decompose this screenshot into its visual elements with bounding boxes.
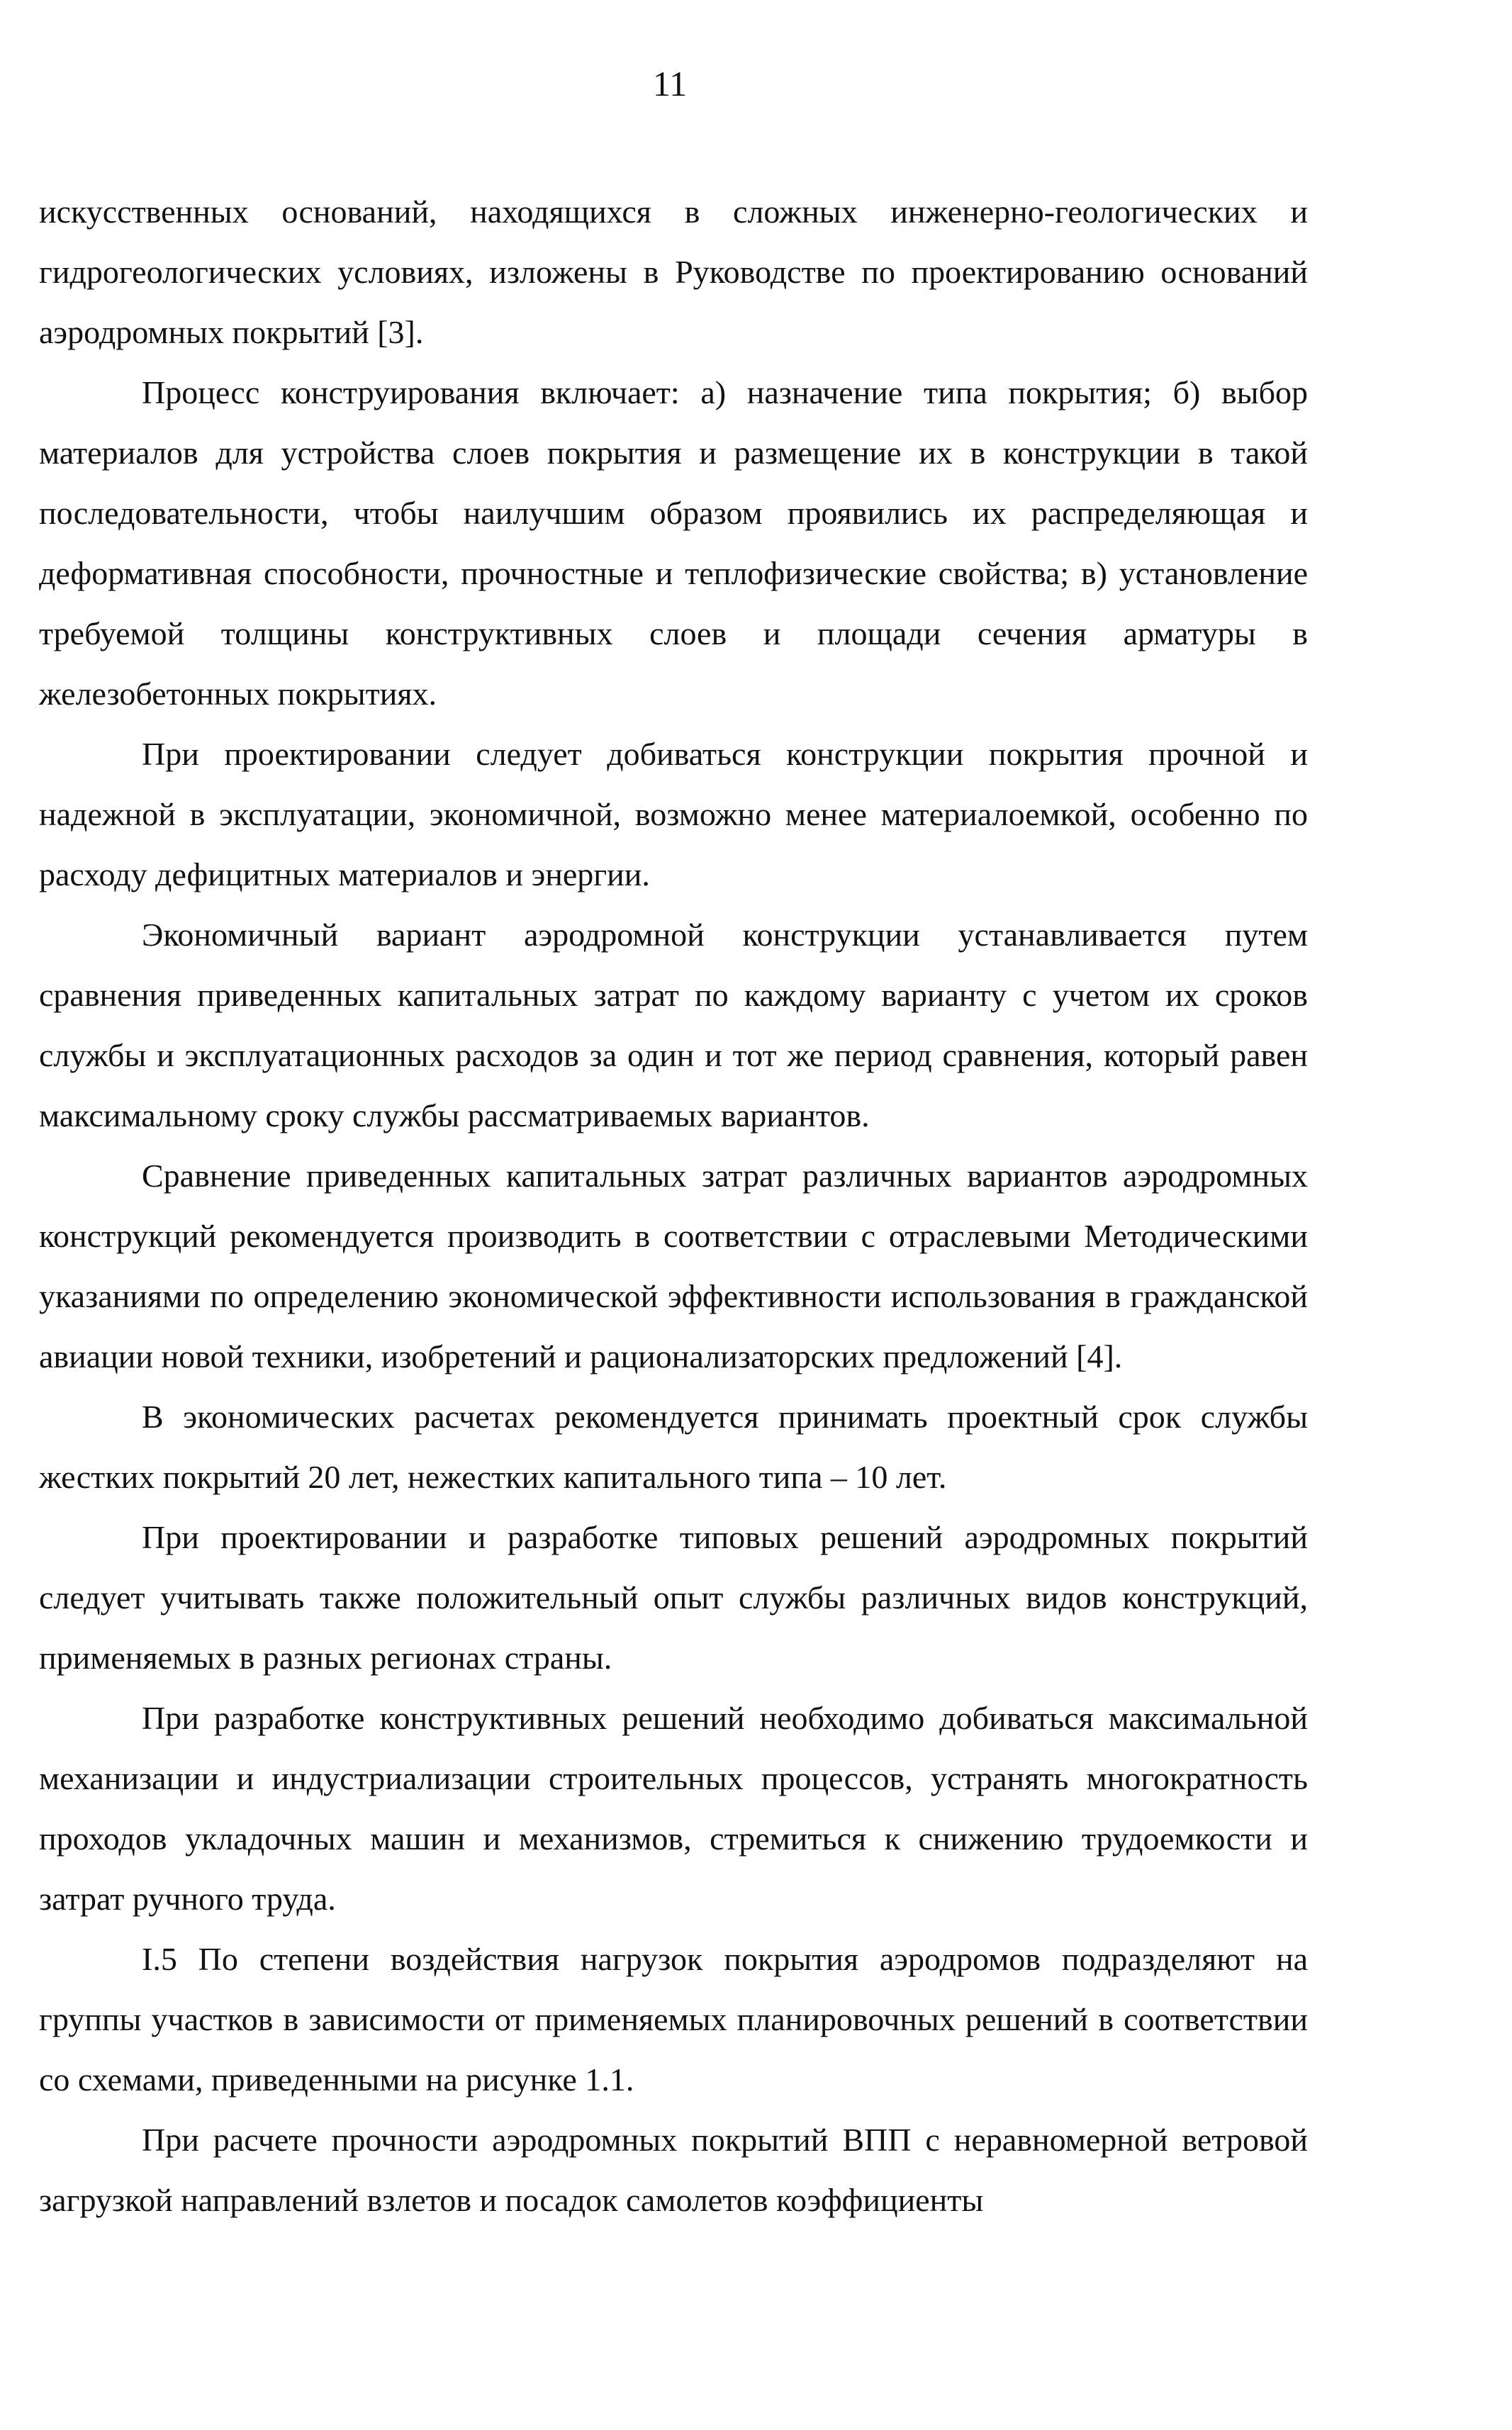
paragraph-9: I.5 По степени воздействия нагрузок покрытия аэродромов подразделяют на группы участков в зависимости от применяемых планировочных решений в соответствии со схемами, приведенными на рисунке 1.1. — [39, 1941, 1308, 2098]
paragraph-7: При проектировании и разработке типовых решений аэродромных покрытий следует учитывать также положительный опыт службы различных видов конструкций, применяемых в разных регионах страны. — [39, 1519, 1308, 1676]
body-text — [39, 181, 1308, 2230]
paragraph-4: Экономичный вариант аэродромной конструкции устанавливается путем сравнения приведенных капитальных затрат по каждому варианту с учетом их сроков службы и эксплуатационных расходов за один и тот же период сравнения, который равен максимальному сроку службы рассматриваемых вариантов. — [39, 917, 1308, 1133]
page-number: 11 — [652, 64, 688, 103]
paragraph-10: При расчете прочности аэродромных покрытий ВПП с неравномерной ветровой загрузкой направлений взлетов и посадок самолетов коэффициенты — [39, 2122, 1308, 2218]
paragraph-8: При разработке конструктивных решений необходимо добиваться максимальной механизации и индустриализации строительных процессов, устранять многократность проходов укладочных машин и механизмов, стремиться к снижению трудоемкости и затрат ручного труда. — [39, 1700, 1308, 1917]
paragraph-6: В экономических расчетах рекомендуется принимать проектный срок службы жестких покрытий 20 лет, нежестких капитального типа – 10 лет. — [39, 1399, 1308, 1495]
paragraph-1: искусственных оснований, находящихся в сложных инженерно-геологических и гидрогеологических условиях, изложены в Руководстве по проектированию оснований аэродромных покрытий [3]. — [39, 194, 1308, 350]
paragraph-2: Процесс конструирования включает: а) назначение типа покрытия; б) выбор материалов для устройства слоев покрытия и размещение их в конструкции в такой последовательности, чтобы наилучшим образом проявились их распределяющая и деформативная способности, прочностные и теплофизические свойства; в) установление требуемой толщины конструктивных слоев и площади сечения арматуры в железобетонных покрытиях. — [39, 374, 1308, 712]
paragraph-5: Сравнение приведенных капитальных затрат различных вариантов аэродромных конструкций рекомендуется производить в соответствии с отраслевыми Методическими указаниями по определению экономической эффективности использования в гражданской авиации новой техники, изобретений и рационализаторских предложений [4]. — [39, 1158, 1308, 1374]
paragraph-3: При проектировании следует добиваться конструкции покрытия прочной и надежной в эксплуатации, экономичной, возможно менее материалоемкой, особенно по расходу дефицитных материалов и энергии. — [39, 736, 1308, 892]
